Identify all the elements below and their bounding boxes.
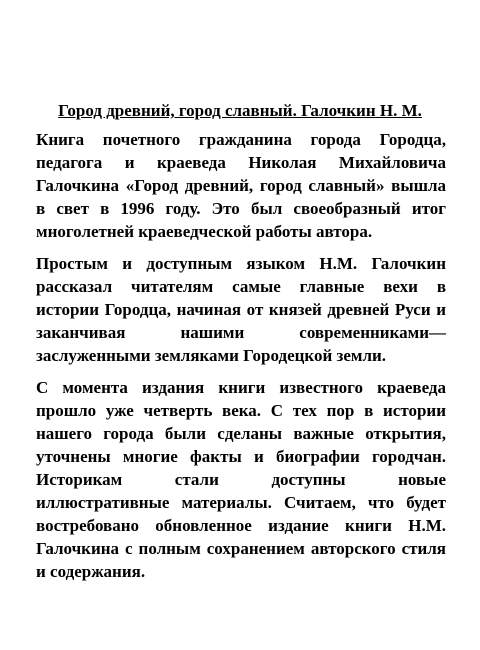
paragraph-line: рассказал читателям самые главные вехи в <box>36 277 446 296</box>
paragraph-spacer <box>36 367 446 376</box>
paragraph-line: С момента издания книги известного краеведа <box>36 378 446 397</box>
paragraph-line: Простым и доступным языком Н.М. Галочкин <box>36 254 446 273</box>
paragraph-line: в свет в 1996 году. Это был своеобразный итог <box>36 199 446 218</box>
paragraph-line: прошло уже четверть века. С тех пор в истории <box>36 401 446 420</box>
document-title: Город древний, город славный. Галочкин Н. М. <box>58 101 422 120</box>
paragraph-1 <box>36 128 446 243</box>
paragraph-line: Галочкина с полным сохранением авторского стиля <box>36 539 446 558</box>
paragraph-line: истории Городца, начиная от князей древней Руси и <box>36 300 446 319</box>
paragraph-spacer <box>36 243 446 252</box>
paragraph-2 <box>36 252 446 367</box>
paragraph-line: Книга почетного гражданина города Городца, <box>36 130 446 149</box>
paragraph-line: многолетней краеведческой работы автора. <box>36 222 373 241</box>
paragraph-3 <box>36 376 446 583</box>
document-body <box>36 128 446 583</box>
paragraph-line: Историкам стали доступны новые <box>36 470 446 489</box>
paragraph-line: заслуженными земляками Городецкой земли. <box>36 346 387 365</box>
paragraph-line: нашего города были сделаны важные открытия, <box>36 424 446 443</box>
paragraph-line: и содержания. <box>36 562 146 581</box>
paragraph-line: уточнены многие факты и биографии городчан. <box>36 447 446 466</box>
paragraph-line: Галочкина «Город древний, город славный» вышла <box>36 176 446 195</box>
paragraph-line: заканчивая нашими современниками— <box>36 323 446 342</box>
paragraph-line: педагога и краеведа Николая Михайловича <box>36 153 446 172</box>
paragraph-line: востребовано обновленное издание книги Н.М. <box>36 516 446 535</box>
paragraph-line: иллюстративные материалы. Считаем, что будет <box>36 493 446 512</box>
